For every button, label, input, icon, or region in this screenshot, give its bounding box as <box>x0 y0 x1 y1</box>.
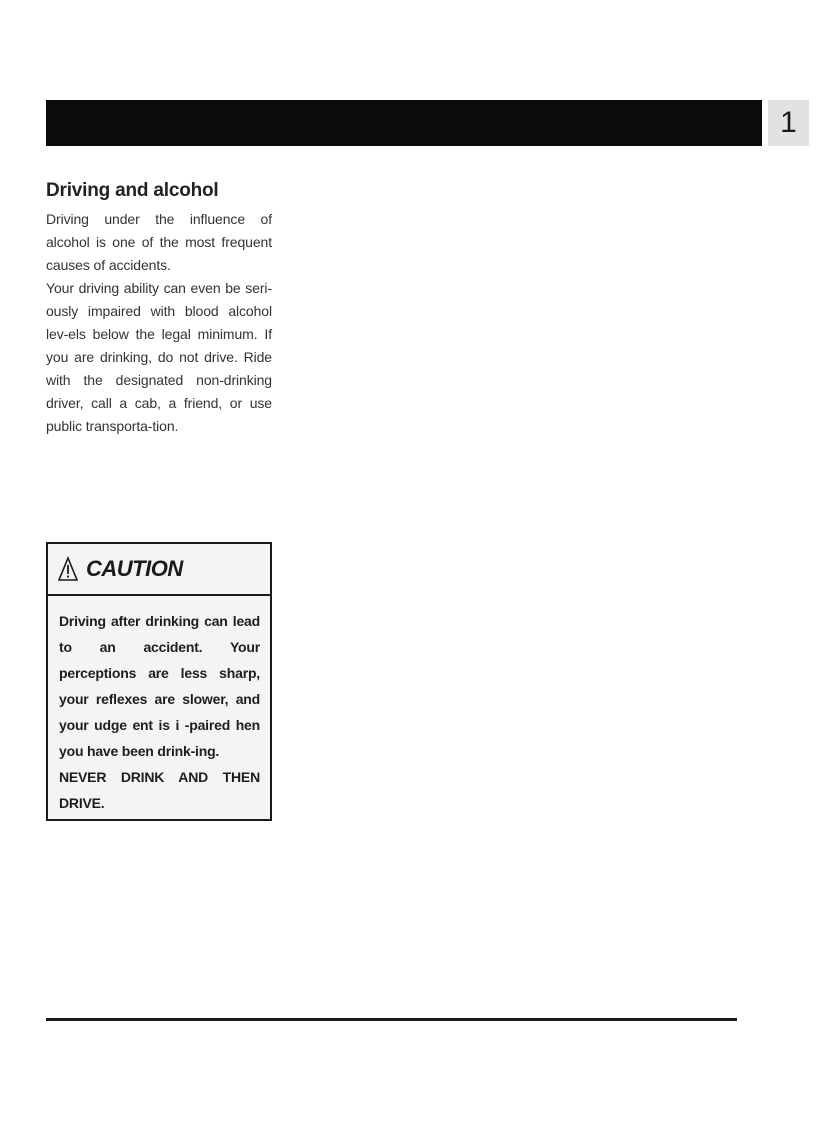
section-content <box>46 178 272 438</box>
caution-text: Driving after drinking can lead to an accident. Your perceptions are less sharp, your reflexes are slower, and your udge ent is i -paired hen you have been drink-ing. <box>59 613 260 759</box>
section-paragraph-2: Your driving ability can even be seri-ously impaired with blood alcohol lev-els below the legal minimum. If you are drinking, do not drive. Ride with the designated non-drinking driver, call a cab, a friend, or use public transporta-tion. <box>46 280 272 434</box>
caution-body <box>48 596 270 819</box>
footer-rule <box>46 1018 737 1021</box>
chapter-header-bar <box>46 100 762 146</box>
warning-triangle-icon <box>58 556 78 582</box>
caution-emphasis: NEVER DRINK AND THEN DRIVE. <box>59 769 260 811</box>
section-paragraph-1: Driving under the influence of alcohol is one of the most frequent causes of accidents. <box>46 211 272 273</box>
chapter-number-tab: 1 <box>768 100 809 146</box>
caution-title: CAUTION <box>86 556 183 581</box>
section-title: Driving and alcohol <box>46 180 219 201</box>
caution-box <box>46 542 272 821</box>
caution-header <box>48 544 270 596</box>
